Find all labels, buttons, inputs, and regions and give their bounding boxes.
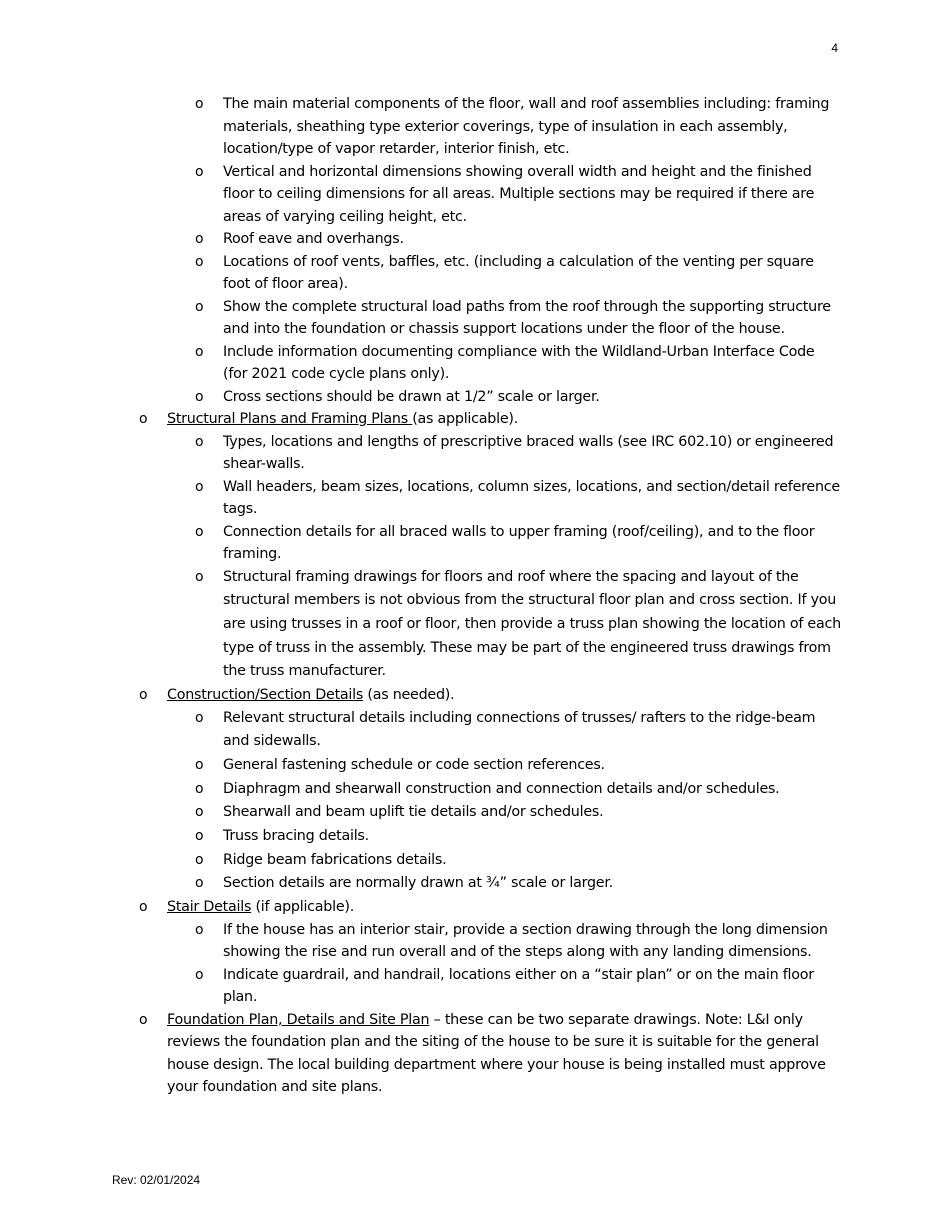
list-item: o Structural framing drawings for floors and roof where the spacing and layout of the structural members is not obvious from the structural floor plan and cross section. If you are using trusses in a roof or floor, then provide a truss plan showing the location of each type of truss in the assembly. These may be part of the engineered truss drawings from the truss manufacturer.: [167, 566, 842, 685]
bullet-icon: o: [195, 523, 204, 540]
section-item-list: [112, 707, 842, 897]
section-suffix: (as applicable).: [412, 411, 518, 427]
bullet-icon: o: [195, 921, 204, 938]
list-item: o Connection details for all braced walls to upper framing (roof/ceiling), and to the floor framing.: [167, 521, 842, 566]
cross-section-item-list: [112, 93, 842, 408]
bullet-icon: o: [195, 966, 204, 983]
bullet-icon: o: [195, 298, 204, 315]
section-title: Structural Plans and Framing Plans: [167, 411, 413, 427]
bullet-icon: o: [139, 687, 148, 704]
bullet-icon: o: [195, 709, 204, 726]
list-item: o Ridge beam fabrications details.: [167, 849, 842, 873]
list-item: o If the house has an interior stair, provide a section drawing through the long dimension showing the rise and run overall and of the steps along with any landing dimensions.: [167, 919, 842, 964]
bullet-icon: o: [195, 343, 204, 360]
list-item: o Vertical and horizontal dimensions showing overall width and height and the finished floor to ceiling dimensions for all areas. Multiple sections may be required if there are areas of varying ceiling height, etc.: [112, 161, 842, 229]
list-item: o The main material components of the floor, wall and roof assemblies including: framing materials, sheathing type exterior coverings, type of insulation in each assembly, location/type of vapor retarder, interior finish, etc.: [112, 93, 842, 161]
bullet-icon: o: [195, 875, 204, 892]
bullet-icon: o: [195, 253, 204, 270]
page-number: 4: [831, 41, 838, 55]
list-item: o Cross sections should be drawn at 1/2” scale or larger.: [112, 386, 842, 409]
list-item: o Locations of roof vents, baffles, etc. (including a calculation of the venting per square foot of floor area).: [112, 251, 842, 296]
list-item: o Truss bracing details.: [167, 825, 842, 849]
section-item-list: [112, 431, 842, 685]
section-suffix: (as needed).: [363, 687, 455, 704]
section-suffix: (if applicable).: [251, 899, 355, 916]
bullet-icon: o: [139, 1011, 148, 1028]
bullet-icon: o: [195, 568, 204, 585]
list-item: o Wall headers, beam sizes, locations, column sizes, locations, and section/detail reference tags.: [167, 476, 842, 521]
bullet-icon: o: [139, 411, 148, 427]
list-item: o Types, locations and lengths of prescriptive braced walls (see IRC 602.10) or engineered shear-walls.: [167, 431, 842, 476]
revision-date: Rev: 02/01/2024: [112, 1173, 201, 1187]
list-item: o Shearwall and beam uplift tie details and/or schedules.: [167, 801, 842, 825]
bullet-icon: o: [195, 780, 204, 797]
section-stair-details: [112, 896, 842, 1009]
list-item: o Include information documenting compliance with the Wildland-Urban Interface Code (for 2021 code cycle plans only).: [112, 341, 842, 386]
bullet-icon: o: [195, 231, 204, 247]
section-structural-plans: [112, 408, 842, 684]
list-item: o Diaphragm and shearwall construction and connection details and/or schedules.: [167, 778, 842, 802]
bullet-icon: o: [195, 851, 204, 868]
list-item: o Show the complete structural load paths from the roof through the supporting structure and into the foundation or chassis support locations under the floor of the house.: [112, 296, 842, 341]
list-item: o Indicate guardrail, and handrail, locations either on a “stair plan” or on the main floor plan.: [167, 964, 842, 1009]
bullet-icon: o: [195, 478, 204, 495]
section-construction-details: [112, 684, 842, 896]
bullet-icon: o: [195, 828, 204, 845]
bullet-icon: o: [195, 804, 204, 821]
section-item-list: [112, 919, 842, 1009]
list-item: o General fastening schedule or code section references.: [167, 754, 842, 778]
bullet-icon: o: [195, 163, 204, 180]
section-list: [112, 408, 842, 1099]
bullet-icon: o: [195, 96, 204, 112]
bullet-icon: o: [195, 388, 204, 405]
section-suffix: – these can be two separate drawings. Note: L&I only reviews the foundation plan and the siting of the house to be sure it is suitable for the general house design. The local building department where your house is being installed must approve your foundation and site plans.: [167, 1011, 826, 1096]
section-title: Stair Details: [167, 899, 252, 916]
bullet-icon: o: [139, 899, 148, 916]
bullet-icon: o: [195, 756, 204, 773]
list-item: o Section details are normally drawn at ¾” scale or larger.: [167, 872, 842, 896]
list-item: o Relevant structural details including connections of trusses/ rafters to the ridge-beam and sidewalls.: [167, 707, 842, 754]
document-body: [112, 93, 842, 1099]
section-title: Foundation Plan, Details and Site Plan: [167, 1011, 430, 1028]
section-foundation-plan: [112, 1009, 842, 1099]
bullet-icon: o: [195, 433, 204, 450]
section-title: Construction/Section Details: [167, 687, 364, 704]
list-item: o Roof eave and overhangs.: [112, 228, 842, 251]
